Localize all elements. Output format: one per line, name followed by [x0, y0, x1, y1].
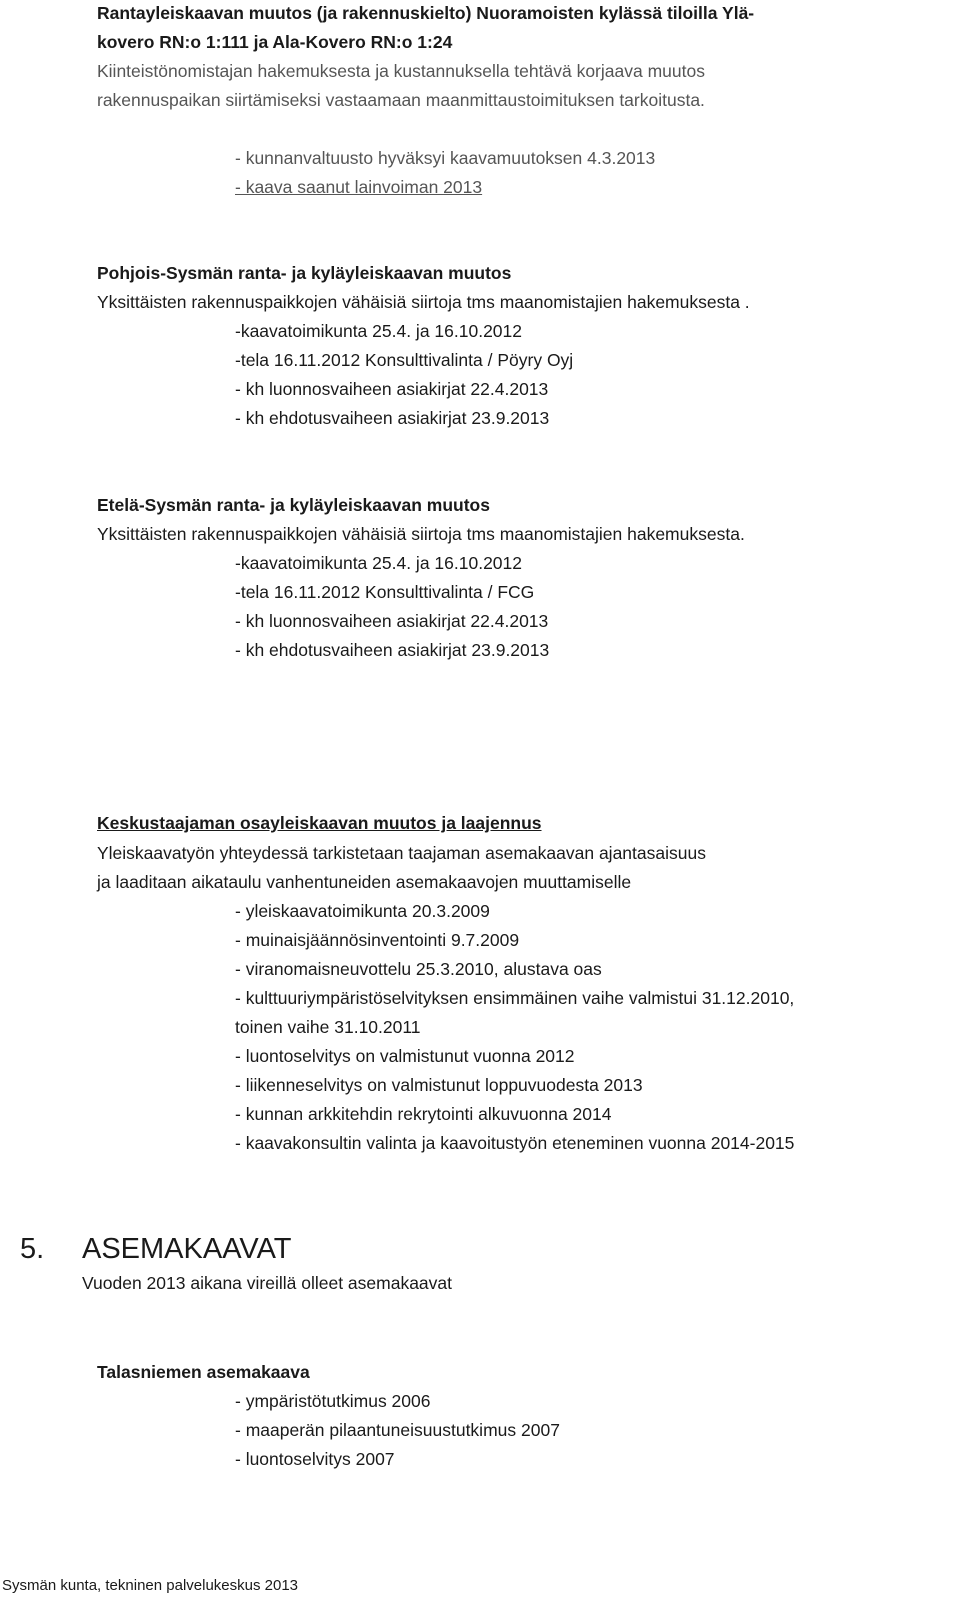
section1-desc-line1: Kiinteistönomistajan hakemuksesta ja kustannuksella tehtävä korjaava muutos	[97, 61, 705, 81]
section3-item: - kh ehdotusvaiheen asiakirjat 23.9.2013	[235, 640, 550, 660]
section2-item: - kh luonnosvaiheen asiakirjat 22.4.2013	[235, 379, 549, 399]
section4-item: - luontoselvitys on valmistunut vuonna 2012	[235, 1046, 575, 1066]
section4-item: - yleiskaavatoimikunta 20.3.2009	[235, 901, 490, 921]
section2-item: -kaavatoimikunta 25.4. ja 16.10.2012	[235, 321, 522, 341]
section1-desc-line2: rakennuspaikan siirtämiseksi vastaamaan maanmittaustoimituksen tarkoitusta.	[97, 90, 705, 110]
section3-item: - kh luonnosvaiheen asiakirjat 22.4.2013	[235, 611, 549, 631]
section4-item: - kaavakonsultin valinta ja kaavoitustyön eteneminen vuonna 2014-2015	[235, 1133, 795, 1153]
section4-item: - liikenneselvitys on valmistunut loppuvuodesta 2013	[235, 1075, 643, 1095]
section2-item: - kh ehdotusvaiheen asiakirjat 23.9.2013	[235, 408, 550, 428]
chapter-number: 5.	[20, 1233, 45, 1265]
section4-title: Keskustaajaman osayleiskaavan muutos ja laajennus	[97, 813, 542, 833]
footer-text: Sysmän kunta, tekninen palvelukeskus 2013	[2, 1577, 299, 1594]
section3-desc: Yksittäisten rakennuspaikkojen vähäisiä siirtoja tms maanomistajien hakemuksesta.	[97, 524, 745, 544]
section5-title: Talasniemen asemakaava	[97, 1362, 310, 1382]
section4-item: - kulttuuriympäristöselvityksen ensimmäinen vaihe valmistui 31.12.2010,	[235, 988, 795, 1008]
section5-item: - maaperän pilaantuneisuustutkimus 2007	[235, 1420, 560, 1440]
section1-title-line1: Rantayleiskaavan muutos (ja rakennuskielto) Nuoramoisten kylässä tiloilla Ylä-	[97, 3, 755, 23]
section3-item: -tela 16.11.2012 Konsulttivalinta / FCG	[235, 582, 535, 602]
chapter-title: ASEMAKAAVAT	[82, 1233, 292, 1265]
section5-item: - luontoselvitys 2007	[235, 1449, 395, 1469]
section4-item: - kunnan arkkitehdin rekrytointi alkuvuonna 2014	[235, 1104, 612, 1124]
section4-desc-line2: ja laaditaan aikataulu vanhentuneiden asemakaavojen muuttamiselle	[97, 872, 632, 892]
section3-item: -kaavatoimikunta 25.4. ja 16.10.2012	[235, 553, 522, 573]
section4-item: - viranomaisneuvottelu 25.3.2010, alustava oas	[235, 959, 602, 979]
section2-desc: Yksittäisten rakennuspaikkojen vähäisiä siirtoja tms maanomistajien hakemuksesta .	[97, 292, 750, 312]
section4-desc-line1: Yleiskaavatyön yhteydessä tarkistetaan taajaman asemakaavan ajantasaisuus	[97, 843, 706, 863]
section4-item: - muinaisjäännösinventointi 9.7.2009	[235, 930, 520, 950]
section2-title: Pohjois-Sysmän ranta- ja kyläyleiskaavan muutos	[97, 263, 512, 283]
chapter-subtitle: Vuoden 2013 aikana vireillä olleet asemakaavat	[82, 1273, 453, 1293]
section4-item: toinen vaihe 31.10.2011	[235, 1017, 421, 1037]
section3-title: Etelä-Sysmän ranta- ja kyläyleiskaavan muutos	[97, 495, 490, 515]
section1-item: - kaava saanut lainvoiman 2013	[235, 177, 483, 197]
section5-item: - ympäristötutkimus 2006	[235, 1391, 431, 1411]
section1-title-line2: kovero RN:o 1:111 ja Ala-Kovero RN:o 1:24	[97, 32, 453, 52]
section2-item: -tela 16.11.2012 Konsulttivalinta / Pöyry Oyj	[235, 350, 574, 370]
section1-item: - kunnanvaltuusto hyväksyi kaavamuutoksen 4.3.2013	[235, 148, 656, 168]
